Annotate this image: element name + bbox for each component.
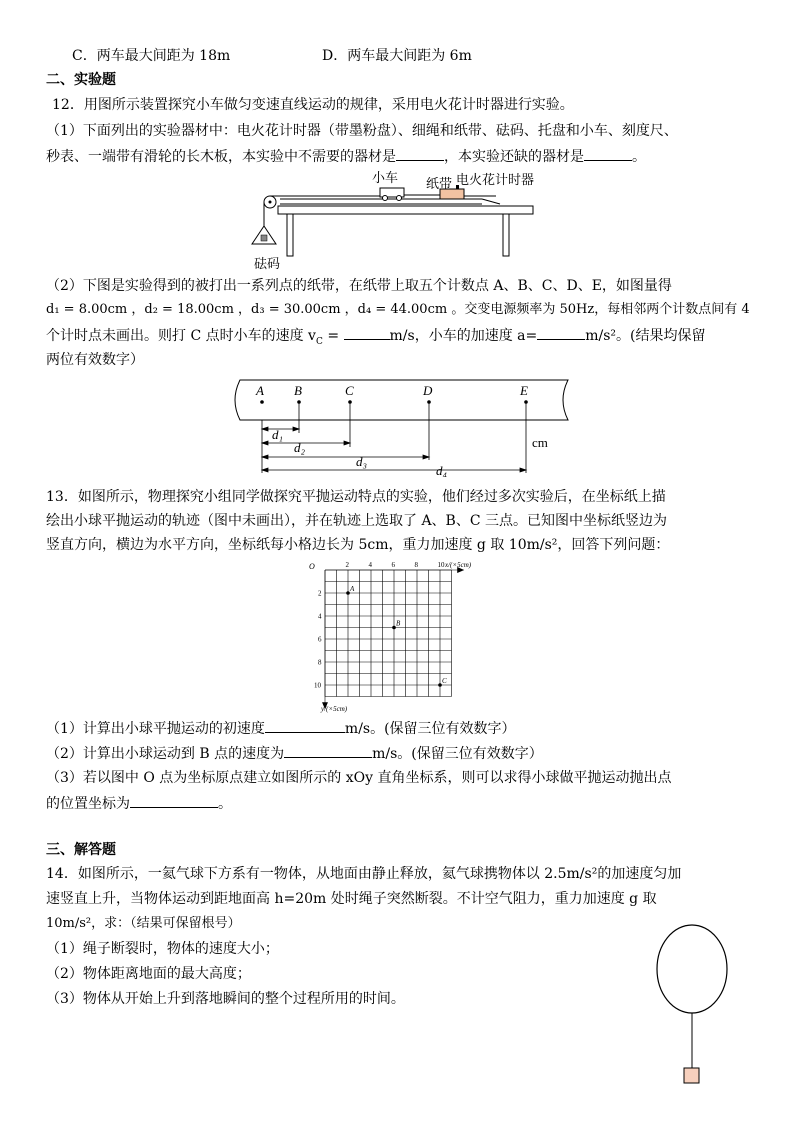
x-tick-label: 10 [437, 561, 445, 569]
answer-blank[interactable] [284, 743, 372, 758]
y-tick-label: 10 [314, 681, 321, 690]
q14-sub3: （3）物体从开始上升到落地瞬间的整个过程所用的时间。 [46, 991, 405, 1007]
y-tick-label: 8 [318, 658, 322, 667]
point-a [260, 400, 264, 404]
object-block [684, 1068, 699, 1083]
unit-cm: cm [532, 435, 548, 450]
dim-d1: d₁ [272, 427, 284, 442]
y-tick-label: 6 [318, 635, 322, 644]
grid-point-label: B [396, 619, 401, 628]
answer-blank[interactable] [584, 146, 632, 161]
q12-part2-line4: 两位有效数字） [46, 352, 144, 368]
q13-sub3-line1: （3）若以图中 O 点为坐标原点建立如图所示的 xOy 直角坐标系，则可以求得小球做平抛运动抛出点 [46, 770, 672, 786]
balloon-figure [652, 922, 736, 1086]
tape-figure [228, 377, 588, 477]
grid-point-label: C [442, 677, 447, 685]
answer-blank[interactable] [537, 325, 585, 340]
x-tick-label: 2 [345, 561, 349, 569]
q13-sub1: （1）计算出小球平抛运动的初速度 m/s。(保留三位有效数字） [46, 718, 516, 739]
table-top [278, 206, 533, 214]
x-axis-label: x/(×5cm) [445, 561, 472, 569]
label-weight: 砝码 [254, 256, 281, 271]
q13-sub2: （2）计算出小球运动到 B 点的速度为 m/s。(保留三位有效数字） [46, 743, 543, 764]
label-a: A [256, 383, 264, 398]
table-leg [287, 214, 293, 256]
q12-stem: 12．用图所示装置探究小车做匀变速直线运动的规律，采用电火花计时器进行实验。 [52, 97, 574, 113]
label-cart: 小车 [372, 170, 399, 185]
label-d: D [423, 383, 433, 398]
q14-line2: 速竖直上升，当物体运动到距地面高 h=20m 处时绳子突然断裂。不计空气阻力，重力加速度 g 取 [46, 891, 657, 907]
label-timer: 电火花计时器 [456, 172, 535, 187]
q13-sub3-line2: 的位置坐标为 。 [46, 793, 232, 814]
y-tick-label: 4 [318, 612, 322, 621]
balloon [657, 925, 727, 1013]
q12-part1-line2: 秒表、一端带有滑轮的长木板，本实验中不需要的器材是 ，本实验还缺的器材是 。 [46, 146, 646, 167]
q13-line1: 13．如图所示，物理探究小组同学做探究平抛运动特点的实验，他们经过多次实验后，在坐标纸上描 [46, 489, 666, 505]
q14-sub1: （1）绳子断裂时，物体的速度大小； [46, 941, 279, 957]
grid-figure [305, 558, 495, 716]
answer-blank[interactable] [396, 146, 444, 161]
label-c: C [345, 383, 354, 398]
y-axis-label: y/(×5cm) [321, 705, 348, 713]
q12-part2-line1: （2）下图是实验得到的被打出一系列点的纸带，在纸带上取五个计数点 A、B、C、D、E，如图量得 [46, 278, 672, 294]
x-tick-label: 4 [368, 561, 372, 569]
q12-part1-line1: （1）下面列出的实验器材中：电火花计时器（带墨粉盘）、细绳和纸带、砝码、托盘和小车、刻度尺、 [46, 123, 678, 139]
dim-d3: d₃ [356, 454, 368, 469]
section-title-experiment: 二、实验题 [46, 72, 116, 88]
tape-strip [235, 380, 568, 420]
q14-sub2: （2）物体距离地面的最大高度； [46, 966, 251, 982]
q13-line3: 竖直方向，横边为水平方向，坐标纸每小格边长为 5cm，重力加速度 g 取 10m/s²，回答下列问题： [46, 537, 670, 553]
y-tick-label: 2 [318, 589, 322, 598]
q14-line3: 10m/s²，求：（结果可保留根号） [46, 916, 241, 931]
option-d: D．两车最大间距为 6m [322, 48, 472, 64]
label-b: B [294, 383, 302, 398]
x-tick-label: 6 [391, 561, 395, 569]
answer-blank[interactable] [265, 718, 345, 733]
option-c: C．两车最大间距为 18m [72, 48, 231, 64]
label-e: E [520, 383, 528, 398]
grid-point-label: A [350, 585, 355, 593]
q12-part2-line2: d₁ = 8.00cm ，d₂ = 18.00cm ，d₃ = 30.00cm ，d₄ = 44.00cm 。交变电源频率为 50Hz，每相邻两个计数点间有 4 [46, 302, 750, 317]
q14-line1: 14．如图所示，一氦气球下方系有一物体，从地面由静止释放，氦气球携物体以 2.5m/s²的加速度匀加 [46, 866, 682, 882]
dim-d4: d₄ [436, 463, 448, 477]
apparatus-figure [250, 168, 540, 276]
origin-label: O [309, 562, 315, 571]
label-tape: 纸带 [426, 176, 453, 191]
q13-line2: 绘出小球平抛运动的轨迹（图中未画出），并在轨迹上选取了 A、B、C 三点。已知图中坐标纸竖边为 [46, 513, 668, 529]
x-tick-label: 8 [414, 561, 418, 569]
weight-block [261, 235, 267, 241]
dim-d2: d₂ [294, 440, 306, 455]
section-title-solve: 三、解答题 [46, 842, 116, 858]
table-leg [503, 214, 509, 256]
answer-blank[interactable] [344, 325, 390, 340]
answer-blank[interactable] [130, 793, 218, 808]
q12-part2-line3: 个计时点未画出。则打 C 点时小车的速度 $v_C = m/s$，小车的加速度 a= m/s²。(结果均保留 [46, 325, 706, 352]
